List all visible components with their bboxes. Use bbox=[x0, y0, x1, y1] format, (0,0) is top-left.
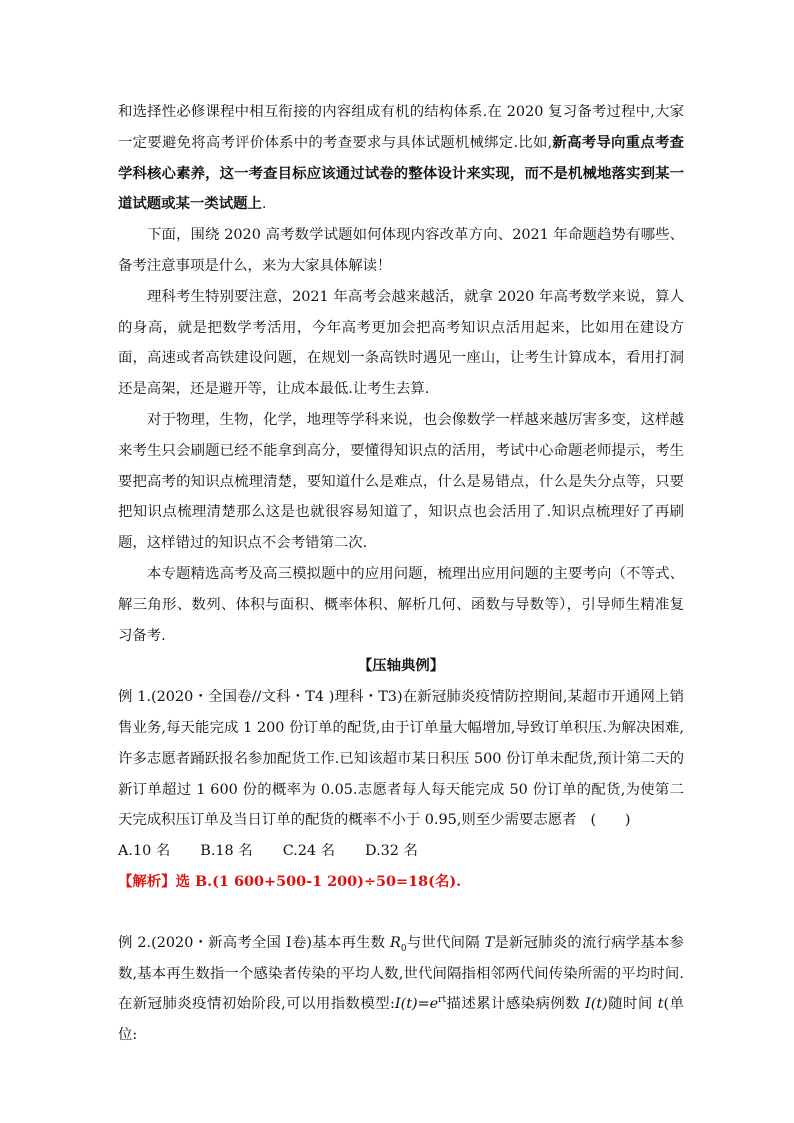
intro-text: 和选择性必修课程中相互衔接的内容组成有机的结构体系.在 2020 复习备考过程中,大家一定要避免将高考评价体系中的考查要求与具体试题机械绑定.比如, bbox=[118, 104, 684, 151]
answer-parenthesis: ( ) bbox=[590, 812, 631, 829]
r-variable: R bbox=[390, 934, 401, 951]
intro-paragraph-4: 对于物理，生物，化学，地理等学科来说，也会像数学一样越来越厉害多变，这样越来考生只会刷题已经不能拿到高分，要懂得知识点的活用，考试中心命题老师提示，考生要把高考的知识点梳理清楚，要知道什么是难点，什么是易错点，什么是失分点等，只要把知识点梳理清楚那么这是也就很容易知道了，知识点也会活用了.知识点梳理好了再刷题，这样错过的知识点不会考错第二次. bbox=[118, 411, 684, 552]
model-formula: I(t)=e bbox=[394, 996, 439, 1013]
time-variable: t bbox=[657, 996, 664, 1013]
option-b: B.18 名 bbox=[200, 843, 253, 860]
intro-paragraph-1 bbox=[118, 97, 684, 220]
option-d: D.32 名 bbox=[365, 843, 418, 860]
solution-text: 选 B.(1 600+500-1 200)÷50=18(名). bbox=[175, 872, 462, 890]
period: . bbox=[261, 196, 267, 213]
ex2-text-4: 描述累计感染病例数 bbox=[446, 996, 586, 1013]
section-title: 【压轴典例】 bbox=[357, 657, 445, 675]
example-1-question bbox=[118, 682, 684, 836]
option-c: C.24 名 bbox=[282, 843, 336, 860]
exponent: rt bbox=[438, 995, 447, 1006]
ex2-text-5: 随时间 bbox=[607, 996, 658, 1013]
spacer bbox=[118, 898, 684, 928]
intro-paragraph-3: 理科考生特别要注意，2021 年高考会越来越活，就拿 2020 年高考数学来说，算人的身高，就是把数学考活用，今年高考更加会把高考知识点活用起来，比如用在建设方面，高速或者高铁建设问题，在规划一条高铁时遇见一座山，让考生计算成本，看用打洞还是高架，还是避开等，让成本最低.让考生去算. bbox=[118, 288, 684, 398]
ex2-text-1: 例 2.(2020・新高考全国 Ⅰ卷)基本再生数 bbox=[118, 934, 391, 951]
option-a: A.10 名 bbox=[118, 843, 171, 860]
intro-paragraph-2: 下面，围绕 2020 高考数学试题如何体现内容改革方向、2021 年命题趋势有哪些、备考注意事项是什么，来为大家具体解读！ bbox=[118, 227, 684, 274]
example-1-text: 例 1.(2020・全国卷//文科・T4 )理科・T3)在新冠肺炎疫情防控期间,某超市开通网上销售业务,每天能完成 1 200 份订单的配货,由于订单量大幅增加,导致订单积压.为解决困难,许多志愿者踊跃报名参加配货工作.已知该超市某日积压 500 份订单未配货,预计第二天的新订单超过 1 600 份的概率为 0.05.志愿者每人每天能完成 50 份订单的配货,为使第二天完成积压订单及当日订单的配货的概率不小于 0.95,则至少需要志愿者 bbox=[118, 689, 684, 829]
example-1-solution bbox=[118, 867, 684, 898]
ex2-text-3: 是新冠肺炎的流行病学基本参数,基本再生数指一个感染者传染的平均人数,世代间隔指相邻两代间传染所需的平均时间.在新冠肺炎疫情初始阶段,可以用指数模型: bbox=[118, 934, 684, 1013]
ex2-text-6: (单位: bbox=[118, 996, 684, 1044]
t-variable: T bbox=[484, 934, 495, 951]
i-of-t: I(t) bbox=[585, 996, 608, 1013]
bold-emphasis: 新高考导向重点考查学科核心素养，这一考查目标应该通过试卷的整体设计来实现，而不是机械地落实到某一道试题或某一类试题上 bbox=[118, 133, 684, 213]
example-1-options bbox=[118, 836, 684, 867]
example-2-question bbox=[118, 928, 684, 1051]
solution-label: 【解析】 bbox=[118, 872, 176, 890]
r-subscript: 0 bbox=[400, 943, 407, 954]
ex2-text-2: 与世代间隔 bbox=[406, 934, 485, 951]
page-content bbox=[118, 97, 684, 1051]
intro-paragraph-5: 本专题精选高考及高三模拟题中的应用问题，梳理出应用问题的主要考向（不等式、解三角形、数列、体积与面积、概率体积、解析几何、函数与导数等），引导师生精准复习备考. bbox=[118, 565, 684, 644]
